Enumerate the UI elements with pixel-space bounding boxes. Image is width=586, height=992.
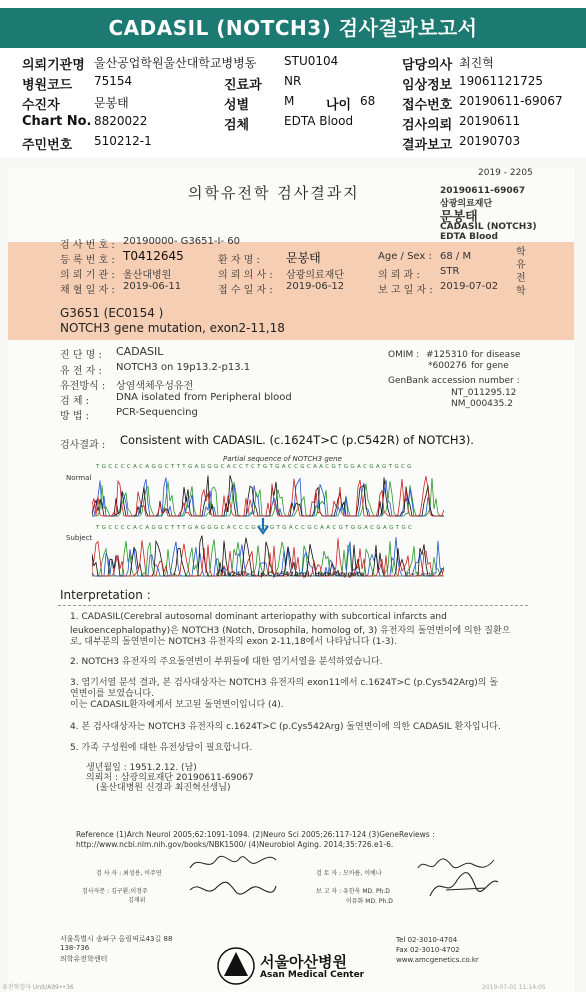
interp-line: 1. CADASIL(Cerebral autosomal dominant arteriopathy with subcortical infarcts and xyxy=(70,612,447,622)
detail-value: 상염색체우성유전 xyxy=(116,381,194,392)
receive-label: 접 수 일 자 : xyxy=(218,285,273,296)
interp-line: 3. 염기서열 분석 결과, 본 검사대상자는 NOTCH3 유전자의 exon11에서 c.1624T>C (p.Cys542Arg)의 돌 xyxy=(70,678,499,688)
header-label: 수진자 xyxy=(22,98,60,113)
patient-name: 문봉태 xyxy=(286,251,321,265)
stamp-name: 문봉태 xyxy=(440,210,478,225)
header-value: 20190611-69067 xyxy=(459,94,563,108)
header-label: 나이 xyxy=(326,98,352,113)
header-row xyxy=(22,94,582,112)
stamp-specimen: EDTA Blood xyxy=(440,232,498,242)
reporter-2: 이뮤화 MD. Ph.D xyxy=(346,898,393,905)
interp-line: 연변이를 보였습니다. xyxy=(70,689,154,699)
normal-trace-chart xyxy=(92,470,444,520)
interp-line: 5. 가족 구성원에 대한 유전상담이 필요합니다. xyxy=(70,743,253,753)
birth-date: 생년월일 : 1951.2.12. (남) xyxy=(86,763,197,773)
detail-label: 방 법 : xyxy=(60,411,90,422)
hospital-name-en: Asan Medical Center xyxy=(260,970,365,980)
header-value: 20190611 xyxy=(459,114,521,128)
omim-label: OMIM : xyxy=(388,350,420,360)
header-label: 성별 xyxy=(224,98,250,113)
header-value: NR xyxy=(284,74,302,88)
requester-detail: (울산대병원 신경과 최진혁선생님) xyxy=(96,783,231,793)
header-label: 담당의사 xyxy=(402,58,453,73)
hospital-name-ko: 서울아산병원 xyxy=(260,953,347,971)
header-value: 최진혁 xyxy=(459,56,494,70)
interp-line: 이는 CADASIL환자에게서 보고된 돌연변이입니다 (4). xyxy=(70,700,284,710)
reg-no: T0412645 xyxy=(123,249,184,263)
agesex: 68 / M xyxy=(440,251,472,262)
header-row xyxy=(22,74,582,92)
header-value: 문봉태 xyxy=(94,96,129,110)
detail-value: PCR-Sequencing xyxy=(116,407,198,418)
interpretation-title: Interpretation : xyxy=(60,588,151,602)
reporter: 보 고 자 : 유한욱 MD. Ph.D xyxy=(316,888,390,895)
test-name: NOTCH3 gene mutation, exon2-11,18 xyxy=(60,321,285,335)
report-title-banner: CADASIL (NOTCH3) 검사결과보고서 xyxy=(0,8,586,48)
interp-line: 4. 본 검사대상자는 NOTCH3 유전자의 c.1624T>C (p.Cys542Arg) 돌연변이에 의한 CADASIL 환자입니다. xyxy=(70,722,501,732)
header-value: 510212-1 xyxy=(94,134,152,148)
signature-reporter xyxy=(426,868,506,904)
hospital-logo-icon xyxy=(216,946,256,986)
address-line: 의학유전학센터 xyxy=(60,955,108,963)
header-label: 접수번호 xyxy=(402,98,453,113)
detail-value: NOTCH3 on 19p13.2-p13.1 xyxy=(116,362,251,373)
genbank-label: GenBank accession number : xyxy=(388,376,520,386)
collect-date: 2019-06-11 xyxy=(123,281,182,292)
doctor-label: 의 뢰 의 사 : xyxy=(218,270,273,281)
exam-no: 20190000- G3651-I- 60 xyxy=(123,236,240,247)
result-text: Consistent with CADASIL. (c.1624T>C (p.C542R) of NOTCH3). xyxy=(120,433,474,447)
exam-no-label: 검 사 번 호 : xyxy=(60,240,115,251)
address-line: 서울특별시 송파구 올림픽로43길 88 xyxy=(60,935,173,943)
header-label: 병원코드 xyxy=(22,78,73,93)
header-label: 임상정보 xyxy=(402,78,453,93)
result-label: 검사결과 : xyxy=(60,440,106,451)
reference-line: http://www.ncbi.nlm.nih.gov/books/NBK1500/ (4)Neurobiol Aging. 2014;35:726.e1-6. xyxy=(76,840,394,849)
collect-label: 채 혈 일 자 : xyxy=(60,285,115,296)
omim-disease: #125310 xyxy=(426,350,468,360)
chromatogram-title: Partial sequence of NOTCH3 gene xyxy=(223,455,342,463)
examiner: 검 사 자 : 최성용, 이주연 xyxy=(96,870,162,877)
omim-disease-text: for disease xyxy=(471,350,521,360)
report-date: 2019-07-02 xyxy=(440,281,499,292)
header-value: 울산공업학원울산대학교병병동 xyxy=(94,56,257,70)
dept: STR xyxy=(440,266,460,277)
header-row xyxy=(22,114,582,132)
report-sheet xyxy=(2,168,574,992)
agesex-label: Age / Sex : xyxy=(378,251,432,262)
header-label: 검체 xyxy=(224,118,250,133)
detail-label: 유 전 자 : xyxy=(60,366,102,377)
reg-no-label: 등 록 번 호 : xyxy=(60,255,115,266)
header-value: 68 xyxy=(360,94,376,108)
normal-sequence: T G C C C C A C A G G C T T T G A G G G C A C C T C T G T G A C C G C A A C G T G G A C G A G T G C G xyxy=(96,464,412,470)
interp-line: leukoencephalopathy)은 NOTCH3 (Notch, Drosophila, homolog of, 3) 유전자의 돌연변이에 의한 질환으 xyxy=(70,626,511,636)
header-value: M xyxy=(284,94,295,108)
ycode-note: Y = T and C xyxy=(406,572,436,578)
header-value: STU0104 xyxy=(284,54,339,68)
header-value: 19061121725 xyxy=(459,74,543,88)
mutation-caption: c.1624T>C (p.Cys542Arg), Heterozygote xyxy=(216,570,365,578)
detail-value: CADASIL xyxy=(116,345,164,358)
reference-line: Reference (1)Arch Neurol 2005;62:1091-1094. (2)Neuro Sci 2005;26:117-124 (3)GeneReviews : xyxy=(76,830,435,839)
receive-date: 2019-06-12 xyxy=(286,281,345,292)
subject-label: Subject xyxy=(66,534,93,542)
normal-label: Normal xyxy=(66,474,92,482)
corner-number: 2019 - 2205 xyxy=(478,168,533,178)
header-label: 검사의뢰 xyxy=(402,118,453,133)
header-value: 8820022 xyxy=(94,114,148,128)
reviewer: 검 토 자 : 모아름, 이예나 xyxy=(316,870,382,877)
detail-label: 검 체 : xyxy=(60,396,90,407)
org-label: 의 뢰 기 관 : xyxy=(60,270,115,281)
header-value: 20190703 xyxy=(459,134,521,148)
interp-line: 로, 대부분의 돌연변이는 NOTCH3 유전자의 exon 2-11,18에서 나타납니다 (1-3). xyxy=(70,637,397,647)
doc-title: 의학유전학 검사결과지 xyxy=(188,184,360,202)
detail-label: 유전방식 : xyxy=(60,381,106,392)
bottom-timestamp: 2019-07-01 11:14:05 xyxy=(482,984,546,991)
supervisor-2: 김재위 xyxy=(128,897,146,904)
genbank-nm: NM_000435.2 xyxy=(451,399,513,409)
patient-label: 환 자 명 : xyxy=(218,255,260,266)
supervisor: 검사자문 : 김구환,이정주 xyxy=(82,888,148,895)
signature-supervisor xyxy=(188,878,278,902)
header-value: EDTA Blood xyxy=(284,114,354,128)
header-value: 75154 xyxy=(94,74,133,88)
signature-examiner xyxy=(188,850,278,876)
bottom-left-code: 유전학검사 Unit/A99••36 xyxy=(2,984,74,991)
detail-label: 진 단 명 : xyxy=(60,350,102,361)
header-row xyxy=(22,134,582,152)
header-label: 진료과 xyxy=(224,78,262,93)
stamp-test: CADASIL (NOTCH3) xyxy=(440,222,537,232)
omim-gene: *600276 xyxy=(428,361,467,371)
doctor: 삼광의료재단 xyxy=(286,270,344,281)
interp-line: 2. NOTCH3 유전자의 주요돌연변이 부위들에 대한 염기서열을 분석하였습니다. xyxy=(70,657,383,667)
test-code: G3651 (EC0154 ) xyxy=(60,306,164,320)
header-label: Chart No. xyxy=(22,114,92,129)
report-label: 보 고 일 자 : xyxy=(378,285,433,296)
address-line: 138-736 xyxy=(60,944,90,952)
phone: Tel 02-3010-4704 xyxy=(396,936,458,944)
website: www.amcgenetics.co.kr xyxy=(396,956,479,964)
side-note: 학 유 전 학 xyxy=(516,247,526,297)
mutation-arrow-icon xyxy=(255,518,271,538)
subject-sequence: T G C C C C A C A G G C T T T G A G G G C A C C C G C T G T G A C C G C A A C G T G G A C G A G T G C xyxy=(96,525,413,531)
header-row xyxy=(22,54,582,72)
fax: Fax 02-3010-4702 xyxy=(396,946,460,954)
dept-label: 의 뢰 과 : xyxy=(378,270,420,281)
stamp-org: 삼광의료재단 xyxy=(440,199,493,209)
header-label: 결과보고 xyxy=(402,138,453,153)
org: 울산대병원 xyxy=(123,270,172,281)
divider xyxy=(58,605,528,606)
header-label: 의뢰기관명 xyxy=(22,58,85,73)
header-label: 주민번호 xyxy=(22,138,73,153)
omim-gene-text: for gene xyxy=(471,361,509,371)
genbank-nt: NT_011295.12 xyxy=(451,388,517,398)
stamp-number: 20190611-69067 xyxy=(440,186,526,196)
scanned-report xyxy=(0,158,586,992)
detail-value: DNA isolated from Peripheral blood xyxy=(116,392,292,403)
requester: 의뢰처 : 삼광의료재단 20190611-69067 xyxy=(86,773,254,783)
